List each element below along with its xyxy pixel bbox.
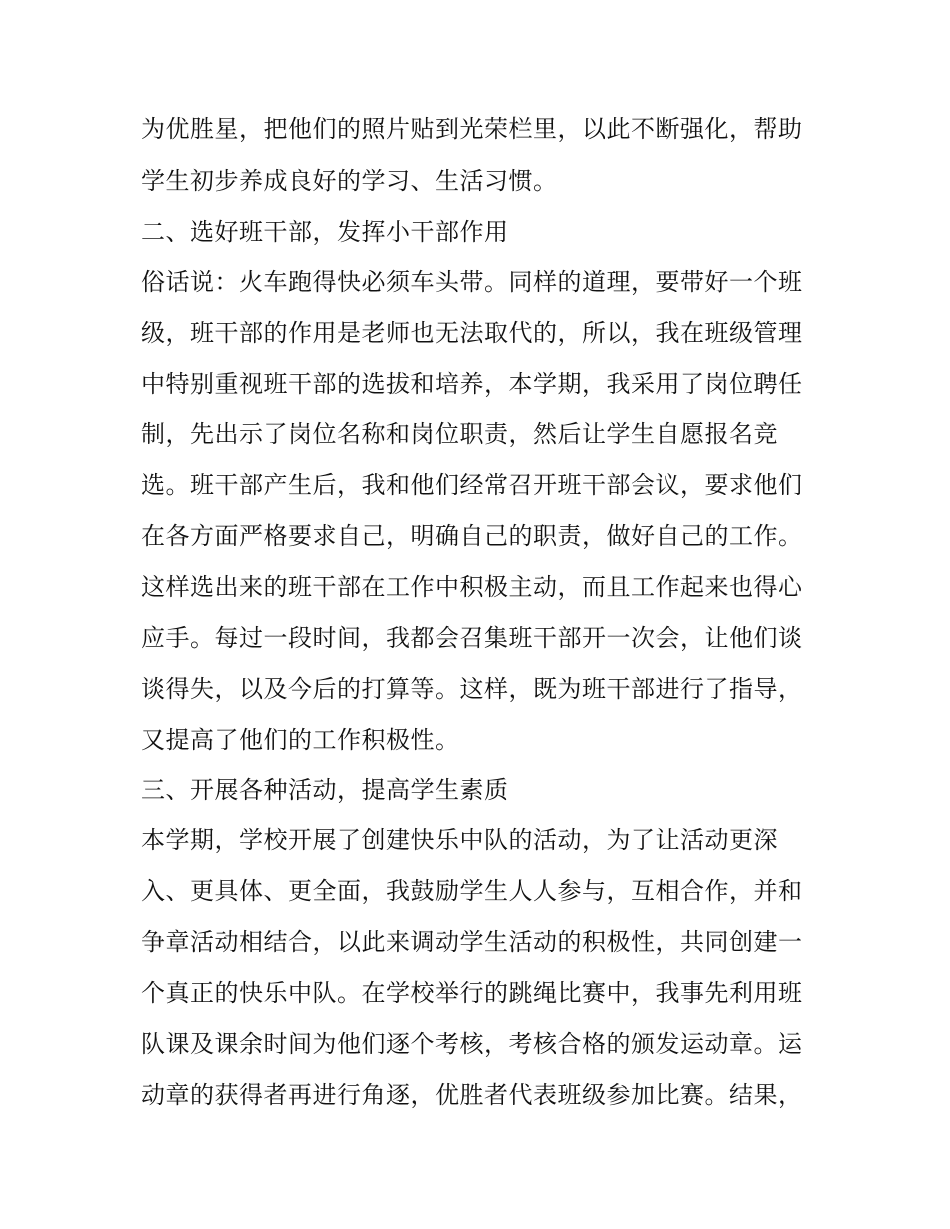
paragraph-line: 谈得失，以及今后的打算等。这样，既为班干部进行了指导， [141, 675, 803, 703]
paragraph-line: 队课及课余时间为他们逐个考核，考核合格的颁发运动章。运 [141, 1030, 803, 1058]
paragraph-line: 又提高了他们的工作积极性。 [141, 726, 460, 754]
paragraph-line: 个真正的快乐中队。在学校举行的跳绳比赛中，我事先利用班 [141, 979, 803, 1007]
paragraph-line: 在各方面严格要求自己，明确自己的职责，做好自己的工作。 [141, 522, 803, 550]
paragraph-line: 制，先出示了岗位名称和岗位职责，然后让学生自愿报名竞 [141, 420, 778, 448]
paragraph-line: 俗话说：火车跑得快必须车头带。同样的道理，要带好一个班 [141, 268, 803, 296]
paragraph-line: 为优胜星，把他们的照片贴到光荣栏里，以此不断强化，帮助 [141, 115, 803, 143]
section-heading: 三、开展各种活动，提高学生素质 [141, 776, 509, 804]
paragraph-line: 学生初步养成良好的学习、生活习惯。 [141, 167, 558, 195]
paragraph-line: 选。班干部产生后，我和他们经常召开班干部会议，要求他们 [141, 471, 803, 499]
section-heading: 二、选好班干部，发挥小干部作用 [141, 218, 509, 246]
paragraph-line: 这样选出来的班干部在工作中积极主动，而且工作起来也得心 [141, 573, 803, 601]
paragraph-line: 应手。每过一段时间，我都会召集班干部开一次会，让他们谈 [141, 624, 803, 652]
paragraph-line: 争章活动相结合，以此来调动学生活动的积极性，共同创建一 [141, 928, 803, 956]
paragraph-line: 入、更具体、更全面，我鼓励学生人人参与，互相合作，并和 [141, 877, 803, 905]
paragraph-line: 本学期，学校开展了创建快乐中队的活动，为了让活动更深 [141, 826, 778, 854]
paragraph-line: 动章的获得者再进行角逐，优胜者代表班级参加比赛。结果， [141, 1081, 803, 1109]
paragraph-line: 级，班干部的作用是老师也无法取代的，所以，我在班级管理 [141, 319, 803, 347]
paragraph-line: 中特别重视班干部的选拔和培养，本学期，我采用了岗位聘任 [141, 370, 803, 398]
